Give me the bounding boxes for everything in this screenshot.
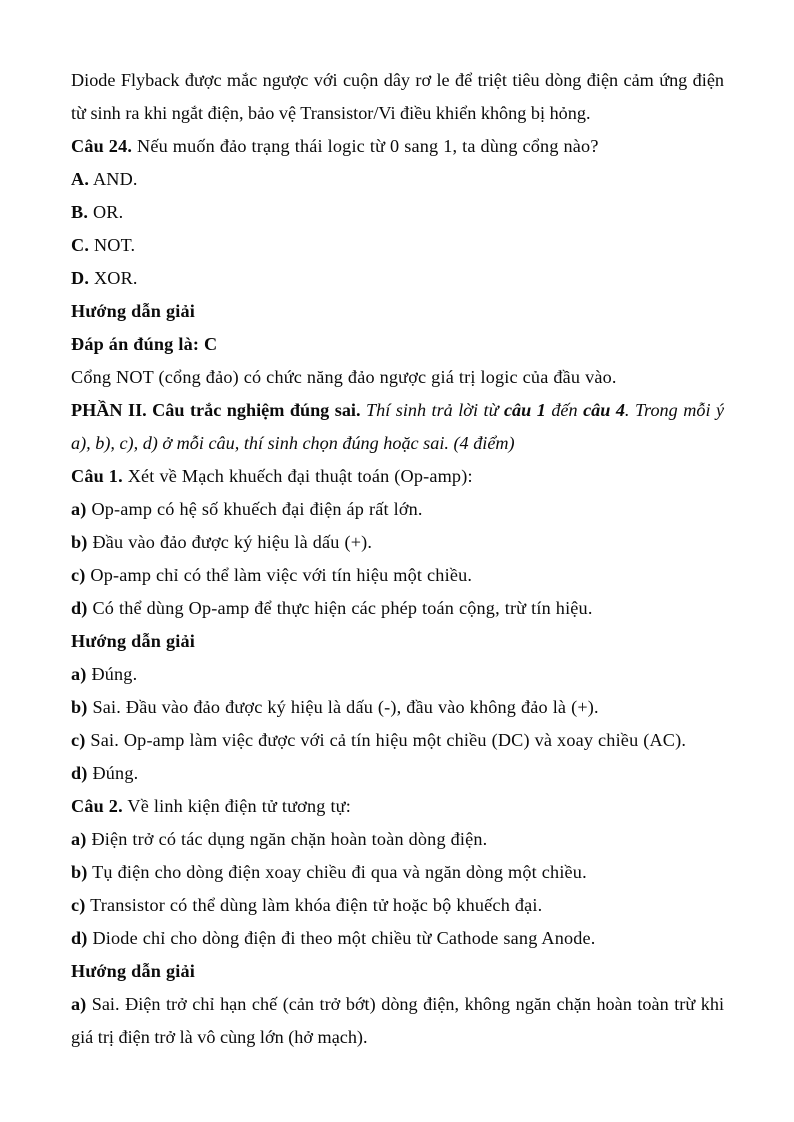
- option-d-label: D.: [71, 268, 90, 288]
- section-heading-phan-2-italic-2: đến: [545, 400, 584, 420]
- cau-2-item-c-label: c): [71, 895, 86, 915]
- cau-2-answer-a-text: Sai. Điện trở chỉ hạn chế (cản trở bớt) dòng điện, không ngăn chặn hoàn toàn trừ khi giá trị điện trở là vô cùng lớn (hở mạch).: [71, 994, 725, 1047]
- option-c: [71, 229, 724, 262]
- cau-1-item-a-label: a): [71, 499, 87, 519]
- cau-2-item-b-label: b): [71, 862, 88, 882]
- option-a-text: AND.: [92, 169, 138, 189]
- section-heading-phan-2-italic-1: Thí sinh trả lời từ: [366, 400, 504, 420]
- question-cau-1-text: Xét về Mạch khuếch đại thuật toán (Op-amp):: [127, 466, 473, 486]
- cau-1-item-b-label: b): [71, 532, 88, 552]
- question-cau-2-text: Về linh kiện điện tử tương tự:: [127, 796, 351, 816]
- paragraph-intro: [71, 64, 724, 130]
- option-b-text: OR.: [92, 202, 124, 222]
- cau-2-item-a-text: Điện trở có tác dụng ngăn chặn hoàn toàn dòng điện.: [91, 829, 488, 849]
- cau-1-answer-a-label: a): [71, 664, 87, 684]
- section-heading-phan-2-bolditalic-1: câu 1: [503, 400, 546, 420]
- cau-1-answer-b: [71, 691, 724, 724]
- section-heading-phan-2-italic-3: . Trong mỗi ý a), b), c), d) ở mỗi câu, thí sinh chọn đúng hoặc sai. (4 điểm): [71, 400, 725, 453]
- cau-1-answer-b-text: Sai. Đầu vào đảo được ký hiệu là dấu (-), đầu vào không đảo là (+).: [92, 697, 599, 717]
- cau-1-item-d-label: d): [71, 598, 88, 618]
- cau-2-item-c-text: Transistor có thể dùng làm khóa điện tử hoặc bộ khuếch đại.: [90, 895, 543, 915]
- question-cau-24-label: Câu 24.: [71, 136, 133, 156]
- option-b: [71, 196, 724, 229]
- cau-1-answer-b-label: b): [71, 697, 88, 717]
- heading-huong-dan-giai-2: Hướng dẫn giải: [71, 631, 195, 651]
- option-a: [71, 163, 724, 196]
- cau-1-item-c: [71, 559, 724, 592]
- option-d: [71, 262, 724, 295]
- cau-1-answer-d: [71, 757, 724, 790]
- explanation-cau-24: Cổng NOT (cổng đảo) có chức năng đảo ngược giá trị logic của đầu vào.: [71, 367, 617, 387]
- cau-2-item-b-text: Tụ điện cho dòng điện xoay chiều đi qua và ngăn dòng một chiều.: [92, 862, 587, 882]
- paragraph-intro-text: Diode Flyback được mắc ngược với cuộn dây rơ le để triệt tiêu dòng điện cảm ứng điện từ sinh ra khi ngắt điện, bảo vệ Transistor/Vi điều khiển không bị hỏng.: [71, 70, 724, 123]
- question-cau-24: [71, 130, 724, 163]
- option-c-text: NOT.: [93, 235, 136, 255]
- option-c-label: C.: [71, 235, 90, 255]
- cau-1-answer-c: [71, 724, 724, 757]
- option-d-text: XOR.: [93, 268, 138, 288]
- cau-1-item-c-text: Op-amp chỉ có thể làm việc với tín hiệu một chiều.: [90, 565, 473, 585]
- option-b-label: B.: [71, 202, 89, 222]
- section-heading-phan-2-bolditalic-2: câu 4: [583, 400, 625, 420]
- cau-1-answer-c-label: c): [71, 730, 86, 750]
- cau-1-item-b-text: Đầu vào đảo được ký hiệu là dấu (+).: [92, 532, 373, 552]
- document-text-column: [71, 64, 724, 1054]
- question-cau-2: [71, 790, 724, 823]
- answer-key-cau-24: Đáp án đúng là: C: [71, 334, 218, 354]
- cau-1-answer-d-text: Đúng.: [92, 763, 139, 783]
- cau-1-item-b: [71, 526, 724, 559]
- cau-1-item-a: [71, 493, 724, 526]
- cau-2-answer-a: [71, 988, 724, 1054]
- question-cau-24-body: Nếu muốn đảo trạng thái logic từ 0 sang 1, ta dùng cổng nào?: [137, 136, 599, 156]
- question-cau-2-label: Câu 2.: [71, 796, 123, 816]
- cau-2-answer-a-label: a): [71, 994, 87, 1014]
- cau-2-item-d: [71, 922, 724, 955]
- cau-1-answer-d-label: d): [71, 763, 88, 783]
- cau-2-item-b: [71, 856, 724, 889]
- question-cau-1-label: Câu 1.: [71, 466, 123, 486]
- section-heading-phan-2: [71, 394, 724, 460]
- heading-huong-dan-giai-3: Hướng dẫn giải: [71, 961, 195, 981]
- cau-2-item-d-text: Diode chỉ cho dòng điện đi theo một chiều từ Cathode sang Anode.: [92, 928, 596, 948]
- option-a-label: A.: [71, 169, 90, 189]
- cau-1-item-d: [71, 592, 724, 625]
- question-cau-1: [71, 460, 724, 493]
- cau-1-answer-a-text: Đúng.: [91, 664, 138, 684]
- cau-1-item-a-text: Op-amp có hệ số khuếch đại điện áp rất lớn.: [91, 499, 423, 519]
- cau-2-item-c: [71, 889, 724, 922]
- section-heading-phan-2-lead: PHẦN II. Câu trắc nghiệm đúng sai.: [71, 400, 361, 420]
- cau-1-answer-a: [71, 658, 724, 691]
- cau-1-item-c-label: c): [71, 565, 86, 585]
- cau-2-item-d-label: d): [71, 928, 88, 948]
- cau-2-item-a: [71, 823, 724, 856]
- cau-1-answer-c-text: Sai. Op-amp làm việc được với cả tín hiệu một chiều (DC) và xoay chiều (AC).: [90, 730, 687, 750]
- cau-1-item-d-text: Có thể dùng Op-amp để thực hiện các phép toán cộng, trừ tín hiệu.: [92, 598, 593, 618]
- heading-huong-dan-giai-1: Hướng dẫn giải: [71, 301, 195, 321]
- cau-2-item-a-label: a): [71, 829, 87, 849]
